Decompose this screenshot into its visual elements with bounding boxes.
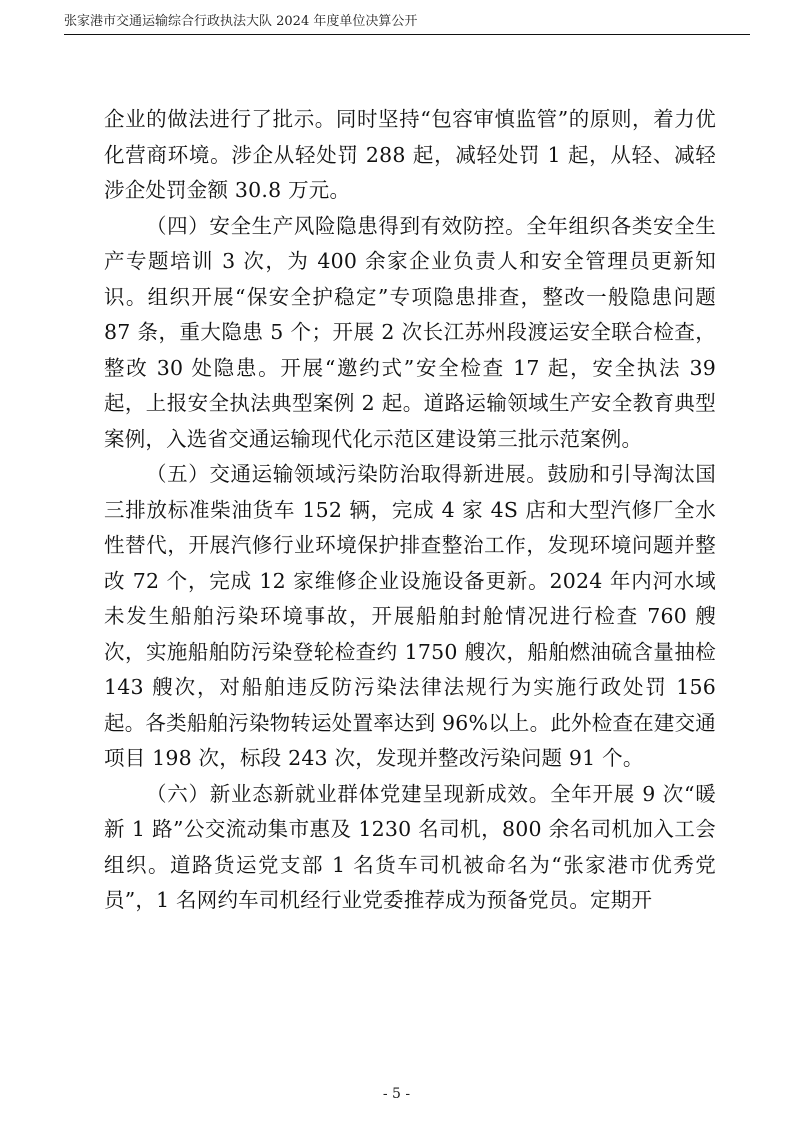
document-body xyxy=(104,102,716,919)
paragraph-continued: 企业的做法进行了批示。同时坚持“包容审慎监管”的原则，着力优化营商环境。涉企从轻处罚 288 起，减轻处罚 1 起，从轻、减轻涉企处罚金额 30.8 万元。 xyxy=(104,107,716,202)
paragraph-pollution-control: （五）交通运输领域污染防治取得新进展。鼓励和引导淘汰国三排放标准柴油货车 152 辆，完成 4 家 4S 店和大型汽修厂全水性替代，开展汽修行业环境保护排查整治工作，发现环境问题并整改 72 个，完成 12 家维修企业设施设备更新。2024 年内河水域未发生船舶污染环境事故，开展船舶封舱情况进行检查 760 艘次，实施船舶防污染登轮检查约 1750 艘次，船舶燃油硫含量抽检 143 艘次，对船舶违反防污染法律法规行为实施行政处罚 156 起。各类船舶污染物转运处置率达到 96%以上。此外检查在建交通项目 198 次，标段 243 次，发现并整改污染问题 91 个。 xyxy=(104,462,716,770)
paragraph-safety-production: （四）安全生产风险隐患得到有效防控。全年组织各类安全生产专题培训 3 次，为 400 余家企业负责人和安全管理员更新知识。组织开展“保安全护稳定”专项隐患排查，整改一般隐患问题 87 条，重大隐患 5 个；开展 2 次长江苏州段渡运安全联合检查，整改 30 处隐患。开展“邀约式”安全检查 17 起，安全执法 39 起，上报安全执法典型案例 2 起。道路运输领域生产安全教育典型案例，入选省交通运输现代化示范区建设第三批示范案例。 xyxy=(104,213,716,451)
running-header: 张家港市交通运输综合行政执法大队 2024 年度单位决算公开 xyxy=(64,14,418,29)
page-number: - 5 - xyxy=(382,1086,411,1102)
paragraph-party-building: （六）新业态新就业群体党建呈现新成效。全年开展 9 次“暖新 1 路”公交流动集市惠及 1230 名司机，800 余名司机加入工会组织。道路货运党支部 1 名货车司机被命名为“张家港市优秀党员”，1 名网约车司机经行业党委推荐成为预备党员。定期开 xyxy=(104,781,716,912)
header-divider xyxy=(64,34,750,35)
